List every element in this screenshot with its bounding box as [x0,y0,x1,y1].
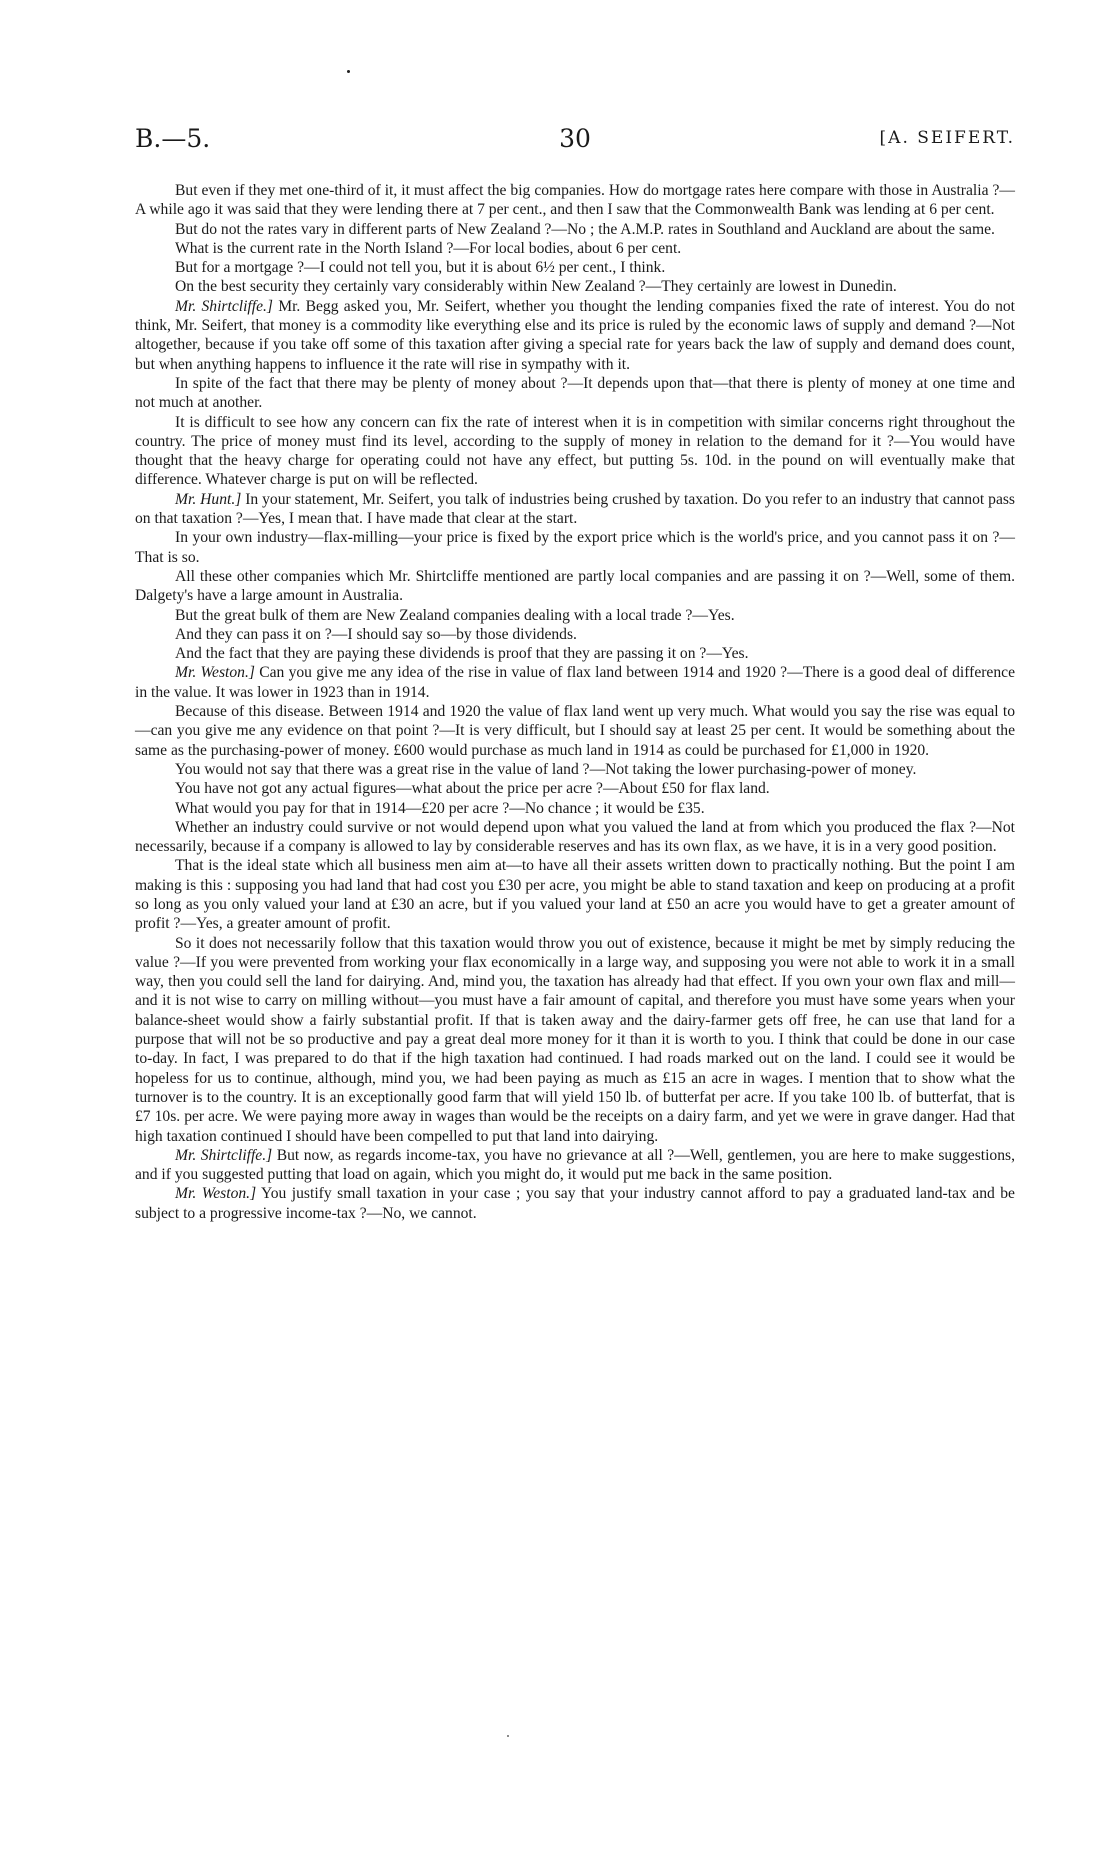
speaker-name: Mr. Shirtcliffe.] [175,297,273,315]
speaker-name: Mr. Shirtcliffe.] [175,1146,273,1164]
paragraph [135,799,1015,818]
paragraph [135,528,1015,567]
paragraph-text: All these other companies which Mr. Shirtcliffe mentioned are partly local companies and are passing it on ?—Well, some of them. Dalgety's have a large amount in Australia. [135,567,1015,605]
speaker-name: Mr. Weston.] [175,1185,257,1203]
paragraph [135,374,1015,413]
paragraph [135,625,1015,644]
paragraph [135,490,1015,529]
paragraph-text: But for a mortgage ?—I could not tell you, but it is about 6½ per cent., I think. [175,259,666,277]
paragraph-text: Because of this disease. Between 1914 and 1920 the value of flax land went up very much. What would you say the rise was equal to—can you give me any evidence on that point ?—It is very difficult, but I should say at least 25 per cent. It would be something about the same as the purchasing-power of money. £600 would purchase as much land in 1914 as could be purchased for £1,000 in 1920. [135,703,1015,759]
paragraph-text: Mr. Begg asked you, Mr. Seifert, whether you thought the lending companies fixed the rate of interest. You do not think, Mr. Seifert, that money is a commodity like everything else and its price is ruled by the economic laws of supply and demand ?—Not altogether, because if you take off some of this taxation after giving a special rate for years back the law of supply and demand does count, but when anything happens to influence it the rate will rise in sympathy with it. [135,297,1015,373]
paragraph-text: But even if they met one-third of it, it must affect the big companies. How do mortgage rates here compare with those in Australia ?—A while ago it was said that they were lending there at 7 per cent., and then I saw that the Commonwealth Bank was lending at 6 per cent. [135,182,1015,219]
paragraph-text: But do not the rates vary in different parts of New Zealand ?—No ; the A.M.P. rates in Southland and Auckland are about the same. [175,220,995,238]
speaker-name: Mr. Hunt.] [175,490,242,508]
paragraph [135,297,1015,374]
page-number: 30 [559,124,591,153]
decorative-dot [347,70,350,73]
paragraph-text: You justify small taxation in your case ; you say that your industry cannot afford to pay a graduated land-tax and be subject to a progressive income-tax ?—No, we cannot. [135,1185,1015,1222]
paragraph [135,258,1015,277]
paragraph-text: Can you give me any idea of the rise in value of flax land between 1914 and 1920 ?—There is a good deal of difference in the value. It was lower in 1923 than in 1914. [135,664,1015,701]
paragraph [135,239,1015,258]
witness-name: [A. SEIFERT. [879,128,1015,148]
paragraph-text: In spite of the fact that there may be plenty of money about ?—It depends upon that—that there is plenty of money at one time and not much at another. [135,374,1015,412]
paragraph-text: In your statement, Mr. Seifert, you talk of industries being crushed by taxation. Do you refer to an industry that cannot pass on that taxation ?—Yes, I mean that. I have made that clear at the start. [135,490,1016,528]
paragraph-text: What is the current rate in the North Island ?—For local bodies, about 6 per cent. [175,239,682,257]
paragraph [135,277,1015,296]
paragraph-text: In your own industry—flax-milling—your price is fixed by the export price which is the world's price, and you cannot pass it on ?—That is so. [135,529,1015,566]
paragraph-text: It is difficult to see how any concern can fix the rate of interest when it is in competition with similar concerns right throughout the country. The price of money must find its level, according to the supply of money in relation to the demand for it ?—You would have thought that the heavy charge for operating could not have any effect, but putting 5s. 10d. in the pound on will eventually make that difference. Whatever charge is put on will be reflected. [135,413,1015,489]
paragraph [135,1184,1015,1223]
paragraph [135,220,1015,239]
paragraph-text: On the best security they certainly vary considerably within New Zealand ?—They certainly are lowest in Dunedin. [175,278,897,296]
body-text [135,181,1015,1223]
paragraph [135,567,1015,606]
paragraph [135,760,1015,779]
paragraph-text: And the fact that they are paying these dividends is proof that they are passing it on ?—Yes. [175,645,749,663]
paragraph-text: What would you pay for that in 1914—£20 per acre ?—No chance ; it would be £35. [175,799,705,817]
paragraph-text: Whether an industry could survive or not would depend upon what you valued the land at from which you produced the flax ?—Not necessarily, because if a company is allowed to lay by considerable reserves and has its own flax, as we have, it is in a very good position. [135,818,1015,856]
paragraph [135,1146,1015,1185]
paragraph-text: That is the ideal state which all business men aim at—to have all their assets written down to practically nothing. But the point I am making is this : supposing you had land that had cost you £30 per acre, you might be able to stand taxation and keep on producing at a profit so long as you only valued your land at £30 an acre, but if you valued your land at £50 an acre you would have to get a greater amount of profit ?—Yes, a greater amount of profit. [135,857,1015,933]
paragraph [135,644,1015,663]
paragraph [135,702,1015,760]
paragraph [135,663,1015,702]
paragraph [135,413,1015,490]
paragraph-text: But the great bulk of them are New Zealand companies dealing with a local trade ?—Yes. [175,606,735,624]
paragraph [135,181,1015,220]
paragraph [135,606,1015,625]
document-code: B.—5. [135,124,211,153]
paragraph [135,856,1015,933]
paragraph [135,779,1015,798]
paragraph-text: And they can pass it on ?—I should say so—by those dividends. [175,625,577,643]
paragraph-text: You have not got any actual figures—what about the price per acre ?—About £50 for flax land. [175,780,770,798]
page-header [135,124,1015,160]
paragraph [135,818,1015,857]
paragraph [135,934,1015,1146]
paragraph-text: You would not say that there was a great rise in the value of land ?—Not taking the lower purchasing-power of money. [175,760,917,778]
speaker-name: Mr. Weston.] [175,664,255,682]
paragraph-text: So it does not necessarily follow that this taxation would throw you out of existence, because it might be met by simply reducing the value ?—If you were prevented from working your flax economically in a large way, and supposing you were not able to work it in a small way, then you could sell the land for dairying. And, mind you, the taxation has already had that effect. If you own your own flax and mill—and it is not wise to carry on milling without—you must have a fair amount of capital, and therefore you must have some years when your balance-sheet would show a fairly substantial profit. If that is taken away and the dairy-farmer gets off free, he can use that land for a purpose that will not be so productive and pay a great deal more money for it than it is worth to you. I think that could be done in our case to-day. In fact, I was prepared to do that if the high taxation had continued. I had roads marked out on the land. I could see it would be hopeless for us to continue, although, mind you, we had been paying as much as £15 an acre in wages. I mention that to show what the turnover is to the country. It is an exceptionally good farm that will yield 150 lb. of butterfat per acre. If you take 100 lb. of butterfat, that is £7 10s. per acre. We were paying more away in wages than would be the receipts on a dairy farm, and yet we were in grave danger. Had that high taxation continued I should have been compelled to put that land into dairying. [135,934,1015,1145]
decorative-dot [507,1735,509,1737]
paragraph-text: But now, as regards income-tax, you have no grievance at all ?—Well, gentlemen, you are here to make suggestions, and if you suggested putting that load on again, which you might do, it would put me back in the same position. [135,1146,1015,1184]
